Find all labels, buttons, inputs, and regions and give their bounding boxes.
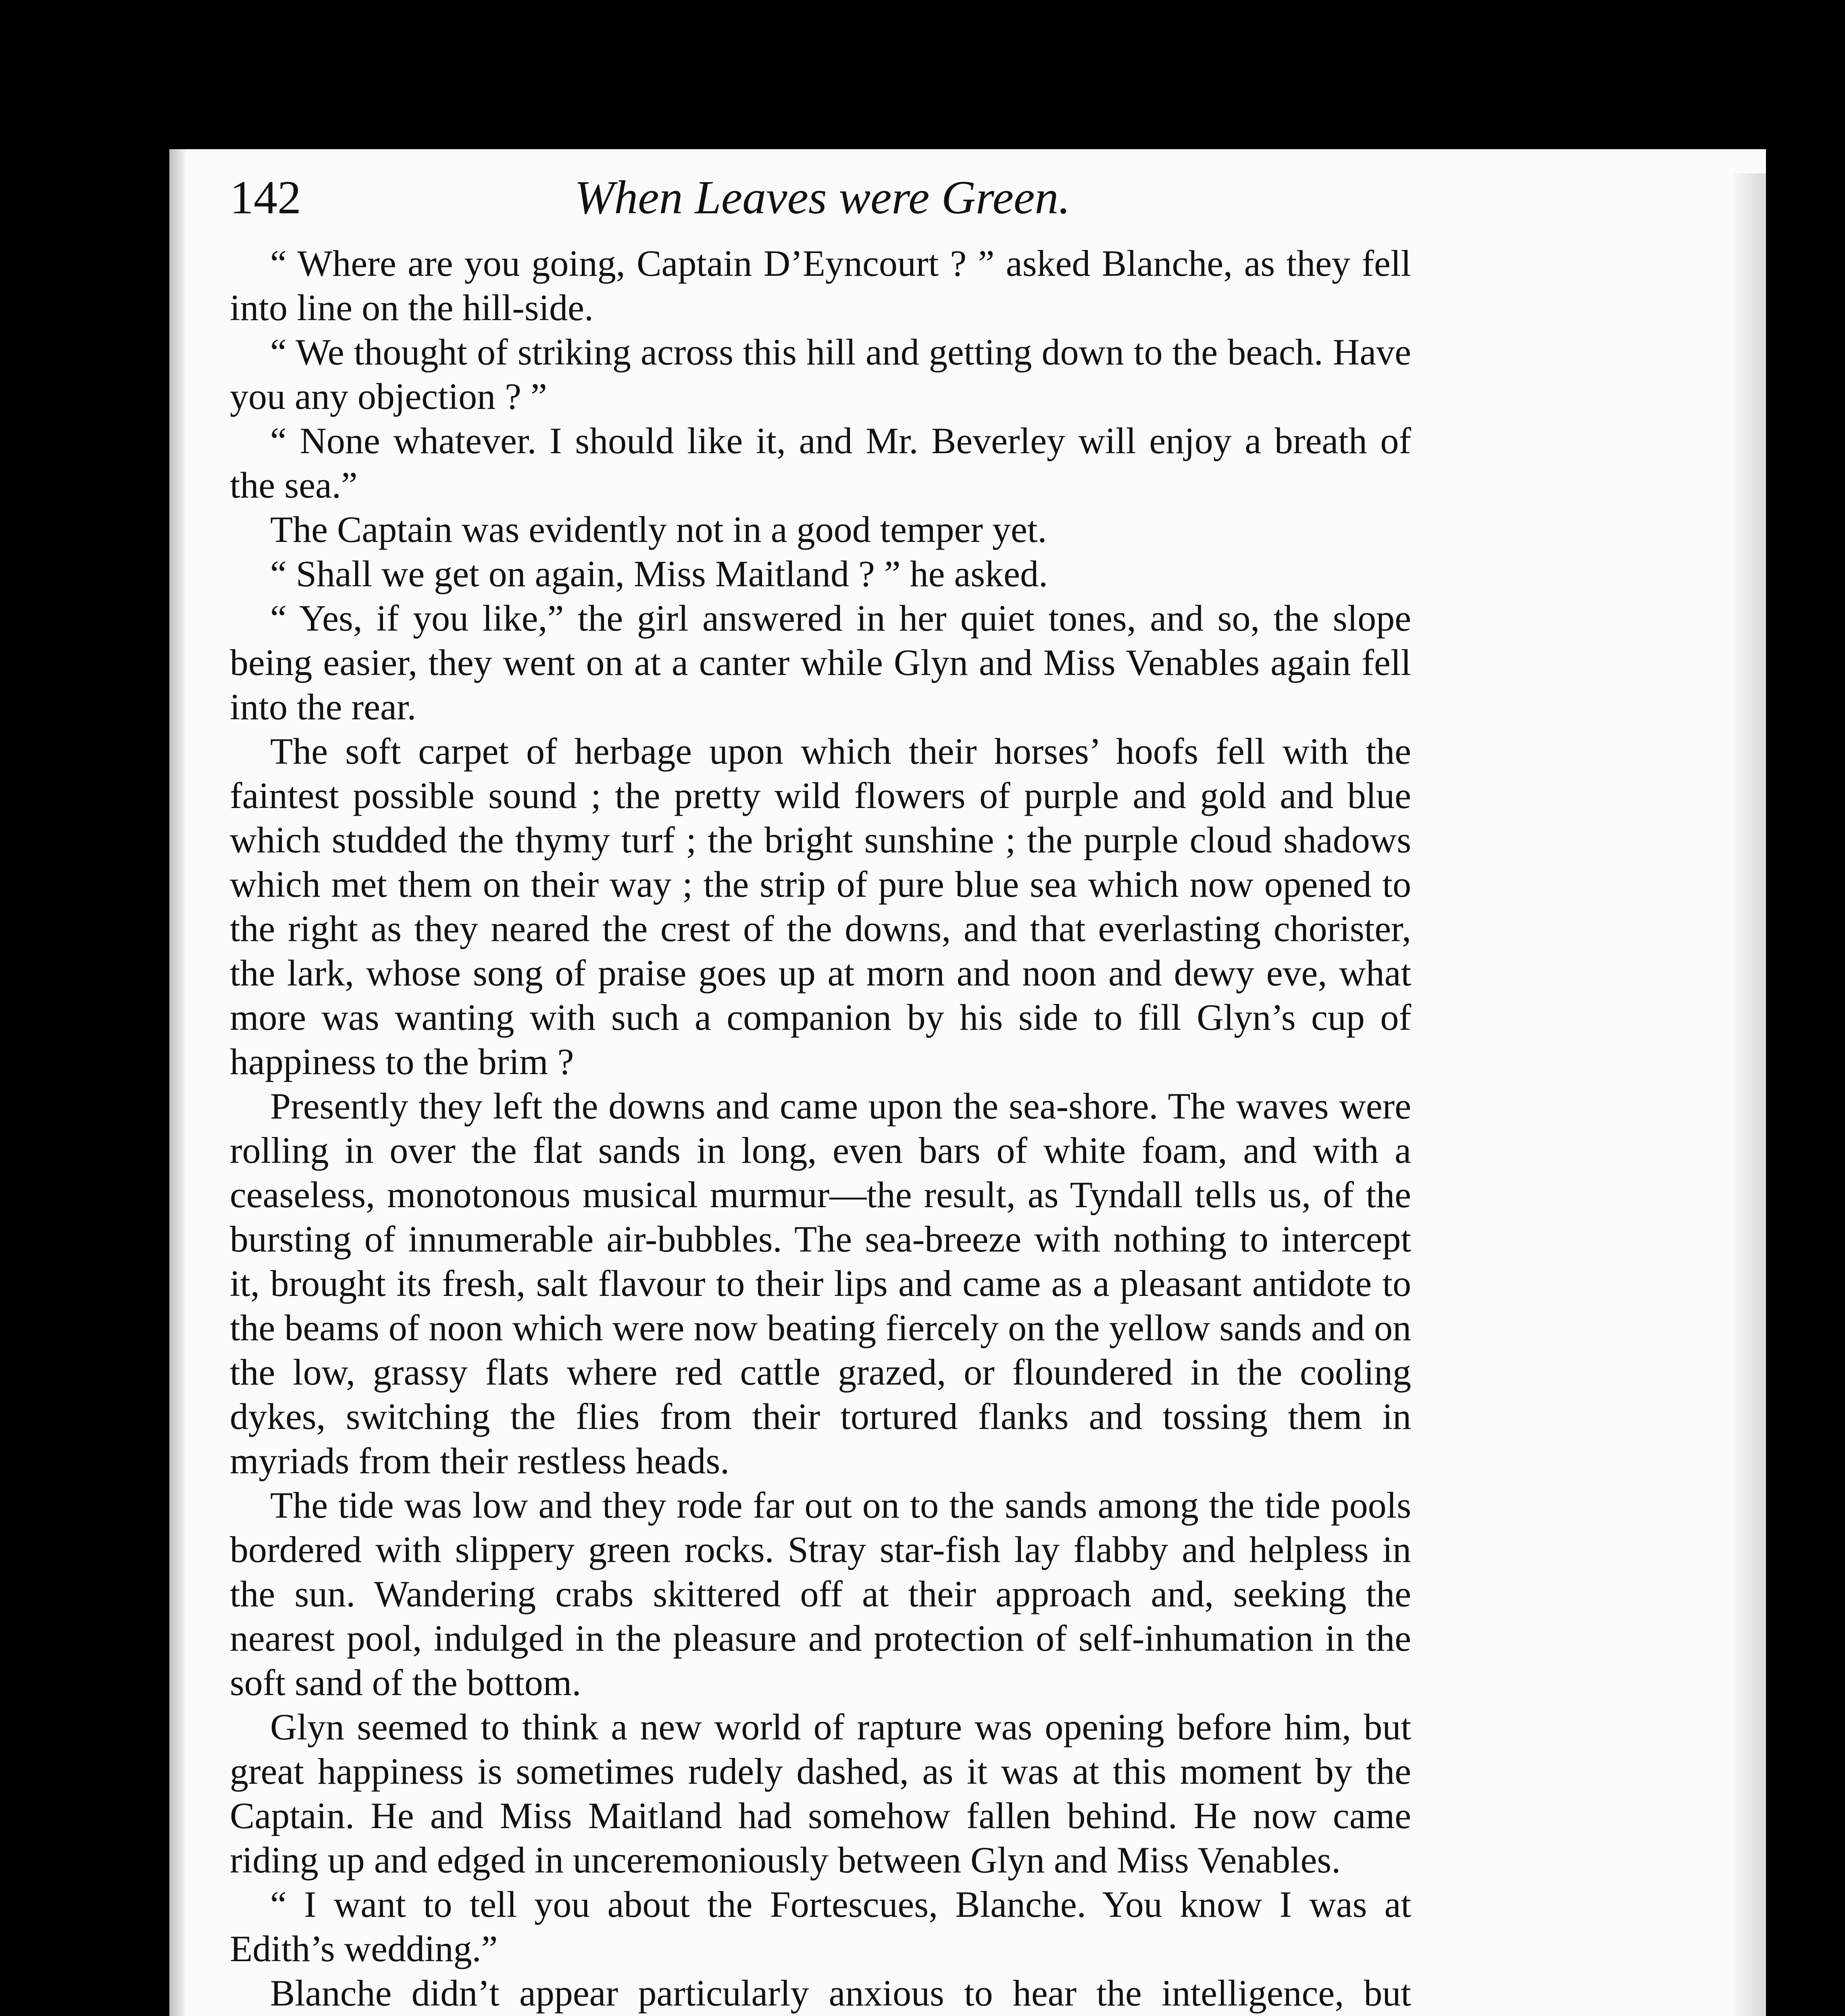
paragraph: Presently they left the downs and came upon the sea-shore. The waves were rolling in over the flat sands in long, even bars of white foam, and with a ceaseless, monotonous musical murmur—the result, as Tyndall tells us, of the bursting of innumerable air-bubbles. The sea-breeze with nothing to intercept it, brought its fresh, salt flavour to their lips and came as a pleasant antidote to the beams of noon which were now beating fiercely on the yellow sands and on the low, grassy flats where red cattle grazed, or floundered in the cooling dykes, switching the flies from their tortured flanks and tossing them in myriads from their restless heads. bbox=[230, 1085, 1411, 1481]
paragraph: “ We thought of striking across this hill and getting down to the beach. Have you any objection ? ” bbox=[230, 331, 1411, 417]
page-shadow bbox=[1734, 173, 1766, 2016]
running-head bbox=[230, 165, 1262, 230]
paragraph: The Captain was evidently not in a good temper yet. bbox=[270, 509, 1047, 550]
paragraph: “ Shall we get on again, Miss Maitland ? ” he asked. bbox=[270, 553, 1048, 594]
page-number: 142 bbox=[230, 171, 301, 224]
paragraph: “ None whatever. I should like it, and Mr. Beverley will enjoy a breath of the sea.” bbox=[230, 420, 1411, 506]
paragraph: The tide was low and they rode far out on to the sands among the tide pools bordered with slippery green rocks. Stray star-fish lay flabby and helpless in the sun. Wandering crabs skittered off at their approach and, seeking the nearest pool, indulged in the pleasure and protection of self-inhumation in the soft sand of the bottom. bbox=[230, 1485, 1411, 1703]
page-binding-edge bbox=[169, 149, 185, 2016]
paragraph: “ Where are you going, Captain D’Eyncourt ? ” asked Blanche, as they fell into line on the hill-side. bbox=[230, 243, 1411, 328]
paragraph: The soft carpet of herbage upon which their horses’ hoofs fell with the faintest possible sound ; the pretty wild flowers of purple and gold and blue which studded the thymy turf ; the bright sunshine ; the purple cloud shadows which met them on their way ; the strip of pure blue sea which now opened to the right as they neared the crest of the downs, and that everlasting chorister, the lark, whose song of praise goes up at morn and noon and dewy eve, what more was wanting with such a companion by his side to fill Glyn’s cup of happiness to the brim ? bbox=[230, 731, 1411, 1082]
paragraph: “ I want to tell you about the Fortescues, Blanche. You know I was at Edith’s wedding.” bbox=[230, 1884, 1411, 1969]
book-title: When Leaves were Green. bbox=[575, 171, 1070, 224]
paragraph: “ Yes, if you like,” the girl answered in her quiet tones, and so, the slope being easier, they went on at a canter while Glyn and Miss Venables again fell into the rear. bbox=[230, 598, 1411, 727]
paragraph: Glyn seemed to think a new world of rapture was opening before him, but great happiness is sometimes rudely dashed, as it was at this moment by the Captain. He and Miss Maitland had somehow fallen behind. He now came riding up and edged in unceremoniously between Glyn and Miss Venables. bbox=[230, 1706, 1411, 1881]
paragraph: Blanche didn’t appear particularly anxious to hear the intelligence, but bbox=[270, 1972, 1411, 2014]
body-text bbox=[230, 241, 1411, 2016]
